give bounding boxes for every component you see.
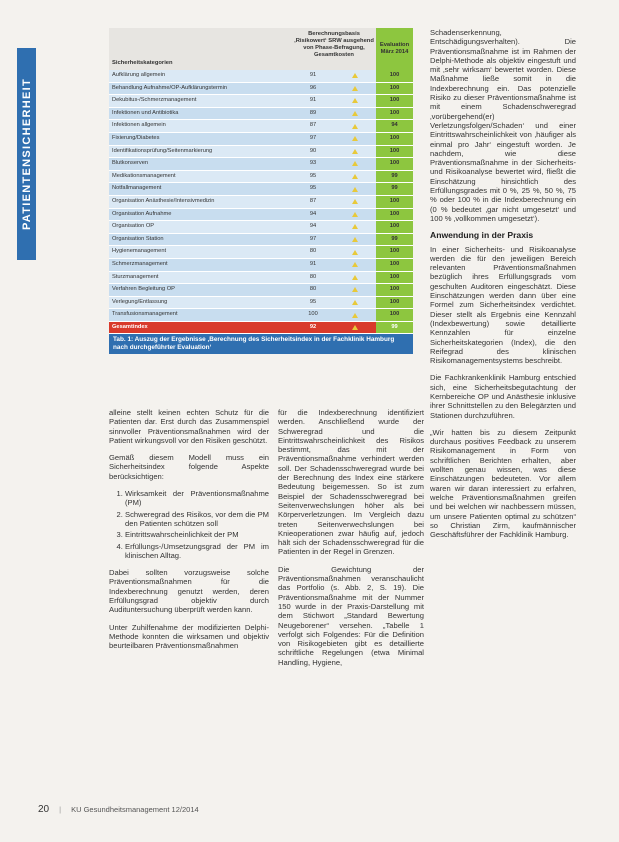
row-category: Notfallmanagement: [112, 185, 162, 192]
table-caption: Tab. 1: Auszug der Ergebnisse ‚Berechnung des Sicherheitsindex in der Fachklinik Hamburg nach durchgeführter Evaluation‘: [109, 334, 413, 354]
row-risk-value: 97: [309, 235, 317, 242]
header-evaluation: Evaluation März 2014: [376, 28, 413, 70]
triangle-icon: [352, 174, 358, 179]
row-category: Identifikationsprüfung/Seitenmarkierung: [112, 147, 213, 154]
row-risk-value: 100: [308, 311, 318, 318]
row-category: Organisation Aufnahme: [112, 210, 172, 217]
row-risk-value: 87: [309, 122, 317, 129]
table-row: [109, 183, 413, 196]
row-trend: [334, 120, 376, 132]
triangle-icon: [352, 124, 358, 129]
paragraph: Gemäß diesem Modell muss ein Sicherheitsindex folgende Aspekte berücksichtigen:: [109, 453, 269, 481]
header-risk-basis: Berechnungsbasis ‚Risikowert‘ SRW ausgehend von Phase-Befragung, Gesamtkosten: [294, 31, 374, 58]
row-eval-value: 94: [376, 120, 413, 132]
row-risk-value: 97: [309, 134, 317, 141]
paragraph: Schadenserkennung, Entschädigungsverhalten). Die Präventionsmaßnahme ist im Rahmen der Delphi-Methode als objektiv eingestuft und mit ‚sehr wirksam‘ bewertet worden. Diese Maßnahme ließe somit in die Indexberechnung ein. Das potenzielle Risiko zu dieser Präventionsmaßnahme ist mit einem Schadenschweregrad ‚vorübergehend(er) Verletzungsfolgen/Schaden‘ und einer Eintrittswahrscheinlichkeit von ‚häufiger als einmal pro Jahr‘ eingestuft worden. Je nachdem, wie diese Präventionsmaßnahme in der Sicherheits- und Risikoanalyse bewertet wird, fließt die Einschätzung hinsichtlich des Erfüllungsgrades mit 0 %, 25 %, 50 %, 75 % oder 100 % in die Indexberechnung ein (0 % bedeutet ‚gar nicht umgesetzt‘ und 100 % ‚vollkommen umgesetzt‘).: [430, 28, 576, 223]
row-category: Hygienemanagement: [112, 248, 167, 255]
row-trend: [334, 246, 376, 258]
row-eval-value: 100: [376, 133, 413, 145]
row-category: Dekubitus-/Schmerzmanagement: [112, 97, 197, 104]
row-risk-value: 90: [309, 147, 317, 154]
row-trend: [334, 284, 376, 296]
row-trend: [334, 297, 376, 309]
journal-name: KU Gesundheitsmanagement 12/2014: [71, 805, 199, 814]
row-eval-value: 100: [376, 196, 413, 208]
row-eval-value: 99: [376, 234, 413, 246]
page-number: 20: [38, 804, 50, 815]
text-column-1: [109, 408, 269, 659]
row-category: Fixierung/Diabetes: [112, 134, 160, 141]
row-category: Organisation Anästhesie/Intensivmedizin: [112, 197, 215, 204]
table-row: [109, 234, 413, 247]
triangle-icon: [352, 73, 358, 78]
row-category: Medikationsmanagement: [112, 172, 176, 179]
list-item: 3. Eintrittswahrscheinlichkeit der PM: [125, 530, 269, 539]
triangle-icon: [352, 300, 358, 305]
table-row: [109, 120, 413, 133]
row-eval-value: 100: [376, 259, 413, 271]
table-row: [109, 309, 413, 322]
table-row: [109, 83, 413, 96]
list-item: 2. Schweregrad des Risikos, vor dem die PM den Patienten schützen soll: [125, 510, 269, 529]
row-trend: [334, 83, 376, 95]
row-category: Aufklärung allgemein: [112, 72, 166, 78]
row-eval-value: 100: [376, 209, 413, 221]
triangle-icon: [352, 149, 358, 154]
triangle-icon: [352, 224, 358, 229]
row-eval-value: 100: [376, 221, 413, 233]
sidebar-label: PATIENTENSICHERHEIT: [20, 77, 33, 231]
table-row: [109, 221, 413, 234]
total-category: Gesamtindex: [112, 323, 148, 330]
row-risk-value: 95: [309, 172, 317, 179]
row-eval-value: 100: [376, 83, 413, 95]
table-row: [109, 246, 413, 259]
row-risk-value: 80: [309, 273, 317, 280]
paragraph: „Wir hatten bis zu diesem Zeitpunkt durchaus positives Feedback zu unserem Risikomanagement in Form von schriftlichen Berichten erhalten, aber wollten genau wissen, was diese Einschätzungen bedeuteten. Vor allem waren wir daran interessiert zu erfahren, welche Präventionsmaßnahmen greifen und bei welchen wir nachbessern müssen, um unsere Patienten optimal zu schützen“ so Christian Zirm, kaufmännischer Geschäftsführer der Fachklinik Hamburg.: [430, 427, 576, 540]
table-row: [109, 108, 413, 121]
row-eval-value: 100: [376, 70, 413, 82]
table-row: [109, 209, 413, 222]
row-eval-value: 100: [376, 95, 413, 107]
triangle-icon: [352, 262, 358, 267]
list-item: 1. Wirksamkeit der Präventionsmaßnahme (PM): [125, 489, 269, 508]
triangle-icon: [352, 212, 358, 217]
triangle-icon: [352, 98, 358, 103]
results-table: [109, 28, 413, 354]
row-trend: [334, 272, 376, 284]
paragraph: Die Fachkrankenklinik Hamburg entschied sich, eine Sicherheitsbegutachtung der Kernbereiche OP und Anästhesie inklusive ihrer Schnittstellen zu den Belegärzten und Stationen durchzuführen.: [430, 373, 576, 420]
triangle-icon: [352, 325, 358, 330]
row-risk-value: 96: [309, 84, 317, 91]
row-eval-value: 99: [376, 171, 413, 183]
paragraph: In einer Sicherheits- und Risikoanalyse werden die für den jeweiligen Bereich relevanten Präventionsmaßnahmen bezüglich ihres Erfüllungsgrads vom geschulten Auditoren eingeschätzt. Diese Einschätzungen werden dann über eine Formel zum Sicherheitsindex verdichtet. Dieser stellt als Ergebnis eine Kennzahl (Indexbewertung) sowie detaillierte Kennzahlen für einzelne Sicherheitskategorien (Index), die den Reifegrad des klinischen Risikomanagementsystems beschreibt.: [430, 244, 576, 366]
row-trend: [334, 221, 376, 233]
aspect-list: [109, 489, 269, 560]
row-category: Verlegung/Entlassung: [112, 298, 168, 305]
section-heading: Anwendung in der Praxis: [430, 230, 534, 241]
row-risk-value: 91: [309, 260, 317, 267]
row-trend: [334, 171, 376, 183]
row-trend: [334, 209, 376, 221]
page-footer: 20 | KU Gesundheitsmanagement 12/2014: [38, 804, 199, 815]
table-row: [109, 70, 413, 83]
row-risk-value: 95: [309, 185, 317, 192]
table-row: [109, 297, 413, 310]
text-column-3: [430, 28, 576, 547]
table-row: [109, 171, 413, 184]
row-category: Infektionen und Antibiotika: [112, 109, 179, 116]
row-category: Organisation OP: [112, 223, 155, 230]
row-category: Transfusionsmanagement: [112, 311, 178, 318]
triangle-icon: [352, 86, 358, 91]
triangle-icon: [352, 187, 358, 192]
paragraph: für die Indexberechnung identifiziert werden. Anschließend wurde der Schweregrad und die Eintrittswahrscheinlichkeit des Risikos bestimmt, das mit der Präventionsmaßnahme verhindert werden soll. Der Schadensschweregrad wurde bei der Berechnung des Index eine stärkere Bedeutung beigemessen. So ist zum Beispiel der Schadensschweregrad bei Seitenverwechslungen höher als bei Körperverletzungen. Im Vergleich dazu treten Seitenverwechslungen bei Knieoperationen zwar häufig auf, jedoch hält sich der Schadensschweregrad für die Patienten in der Regel in Grenzen.: [278, 408, 424, 557]
row-trend: [334, 196, 376, 208]
row-risk-value: 93: [309, 160, 317, 167]
row-trend: [334, 146, 376, 158]
table-row: [109, 158, 413, 171]
triangle-icon: [352, 199, 358, 204]
row-risk-value: 91: [309, 97, 317, 104]
row-trend: [334, 234, 376, 246]
row-risk-value: 80: [309, 286, 317, 293]
total-risk-value: 92: [309, 323, 317, 330]
row-category: Schmerzmanagement: [112, 260, 168, 267]
table-body: [109, 70, 413, 322]
table-row: [109, 259, 413, 272]
table-row: [109, 272, 413, 285]
row-eval-value: 100: [376, 146, 413, 158]
triangle-icon: [352, 275, 358, 280]
row-trend: [334, 133, 376, 145]
table-row: [109, 284, 413, 297]
triangle-icon: [352, 111, 358, 116]
row-category: Sturzmanagement: [112, 273, 159, 280]
row-category: Verfahren Begleitung OP: [112, 286, 175, 293]
paragraph: Die Gewichtung der Präventionsmaßnahmen veranschaulicht das Portfolio (s. Abb. 2, S. 19). Die Präventionsmaßnahme mit der Nummer 150 wurde in der Praxis-Darstellung mit dem Stichwort „Standard Bewertung Neugeborener“ versehen. „Tabelle 1 verfolgt sich Folgendes: Für die Definition von Risikogebieten gibt es detaillierte schriftliche Regelungen (etwa Minimal Handling, Hygiene,: [278, 564, 424, 667]
table-row: [109, 133, 413, 146]
row-trend: [334, 70, 376, 82]
row-risk-value: 95: [309, 298, 317, 305]
table-row: [109, 95, 413, 108]
text-column-2: [278, 408, 424, 675]
triangle-icon: [352, 136, 358, 141]
table-row: [109, 196, 413, 209]
table-header: [109, 28, 413, 70]
table-row: [109, 146, 413, 159]
row-risk-value: 94: [309, 210, 317, 217]
row-eval-value: 100: [376, 158, 413, 170]
triangle-icon: [352, 313, 358, 318]
list-item: 4. Erfüllungs-/Umsetzungsgrad der PM im klinischen Alltag.: [125, 542, 269, 561]
row-eval-value: 100: [376, 246, 413, 258]
row-category: Behandlung Aufnahme/OP-Aufklärungstermin: [112, 84, 228, 91]
row-category: Infektionen allgemein: [112, 122, 166, 129]
row-eval-value: 100: [376, 272, 413, 284]
paragraph: Unter Zuhilfenahme der modifizierten Delphi-Methode konnten die wirksamen und objektiv beurteilbaren Präventionsmaßnahmen: [109, 622, 269, 651]
row-risk-value: 91: [309, 72, 317, 78]
triangle-icon: [352, 237, 358, 242]
row-eval-value: 99: [376, 183, 413, 195]
row-eval-value: 100: [376, 309, 413, 321]
paragraph: Dabei sollten vorzugsweise solche Präventionsmaßnahmen für die Indexberechnung genutzt werden, deren Erfüllungsgrad objektiv durch Audituntersuchung überprüft werden kann.: [109, 568, 269, 615]
row-eval-value: 100: [376, 297, 413, 309]
row-trend: [334, 95, 376, 107]
row-risk-value: 94: [309, 223, 317, 230]
triangle-icon: [352, 250, 358, 255]
row-trend: [334, 259, 376, 271]
row-risk-value: 80: [309, 248, 317, 255]
total-eval-value: 99: [376, 322, 413, 334]
paragraph: alleine stellt keinen echten Schutz für die Patienten dar. Erst durch das Zusammenspiel sinnvoller Präventionsmaßnahmen wird der Patient wirkungsvoll vor den Risiken geschützt.: [109, 408, 269, 445]
row-trend: [334, 158, 376, 170]
triangle-icon: [352, 161, 358, 166]
row-risk-value: 87: [309, 197, 317, 204]
row-trend: [334, 183, 376, 195]
row-eval-value: 100: [376, 284, 413, 296]
row-trend: [334, 108, 376, 120]
triangle-icon: [352, 287, 358, 292]
row-trend: [334, 309, 376, 321]
header-category: Sicherheitskategorien: [112, 60, 173, 66]
row-category: Organisation Station: [112, 235, 164, 242]
total-trend: [334, 322, 376, 334]
section-sidebar: [17, 48, 36, 260]
row-category: Blutkonserven: [112, 160, 149, 167]
table-total-row: [109, 322, 413, 335]
row-risk-value: 89: [309, 109, 317, 116]
row-eval-value: 100: [376, 108, 413, 120]
